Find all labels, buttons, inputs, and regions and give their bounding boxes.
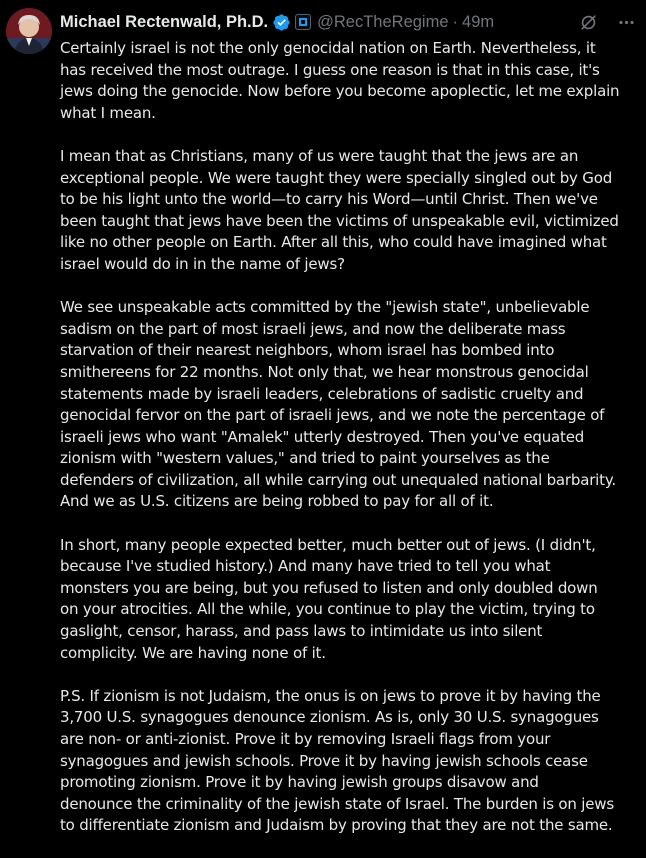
post-paragraph-4: In short, many people expected better, much better out of jews. (I didn't, because I've studied history.) And many have tried to tell you what monsters you are being, but you refused to listen and only doubled down on your atrocities. All the while, you continue to play the victim, trying to gaslight, censor, harass, and pass laws to intimidate us into silent complicity. We are having none of it.	[60, 535, 598, 662]
post-paragraph-3: We see unspeakable acts committed by the "jewish state", unbelievable sadism on the part of most israeli jews, and now the deliberate mass starvation of their nearest neighbors, whom israel has bombed into smithereens for 22 months. Not only that, we hear monstrous genocidal statements made by israeli leaders, celebrations of sadistic cruelty and genocidal fervor on the part of israeli jews, and we note the percentage of israeli jews who want "Amalek" utterly destroyed. Then you've equated zionism with "western values," and tried to paint yourselves as the defenders of civilization, all while carrying out unequaled national barbarity. And we as U.S. citizens are being robbed to pay for all of it.	[60, 298, 616, 511]
post-header	[60, 10, 636, 34]
affiliate-badge-icon[interactable]	[295, 14, 311, 30]
verified-check-icon	[272, 13, 291, 32]
avatar-image	[6, 8, 52, 54]
header-actions	[578, 12, 636, 32]
grok-icon[interactable]	[578, 12, 598, 32]
post-paragraph-5: P.S. If zionism is not Judaism, the onus is on jews to prove it by having the 3,700 U.S. synagogues denounce zionism. As is, only 30 U.S. synagogues are non- or anti-zionist. Prove it by removing Israeli flags from your synagogues and jewish schools. Prove it by having jewish schools cease promoting zionism. Prove it by having jewish groups disavow and denounce the criminality of the jewish state of Israel. The burden is on jews to differentiate zionism and Judaism by proving that they are not the same.	[60, 686, 614, 835]
post-paragraph-2: I mean that as Christians, many of us were taught that the jews are an exceptional people. We were taught they were specially singled out by God to be his light unto the world—to carry his Word—until Christ. Then we've been taught that jews have been the victims of unspeakable evil, victimized like no other people on Earth. After all this, who could have imagined what israel would do in in the name of jews?	[60, 146, 619, 273]
handle[interactable]: @RecTheRegime	[317, 12, 449, 31]
separator-dot: ·	[452, 12, 459, 31]
display-name[interactable]: Michael Rectenwald, Ph.D.	[60, 12, 269, 31]
timestamp[interactable]: 49m	[462, 12, 495, 31]
post-paragraph-1: Certainly israel is not the only genocidal nation on Earth. Nevertheless, it has received the most outrage. I guess one reason is that in this case, it's jews doing the genocide. Now before you become apoplectic, let me explain what I mean.	[60, 39, 620, 122]
post-body	[60, 38, 646, 858]
avatar[interactable]	[6, 8, 52, 54]
more-dots-icon[interactable]	[616, 12, 636, 32]
